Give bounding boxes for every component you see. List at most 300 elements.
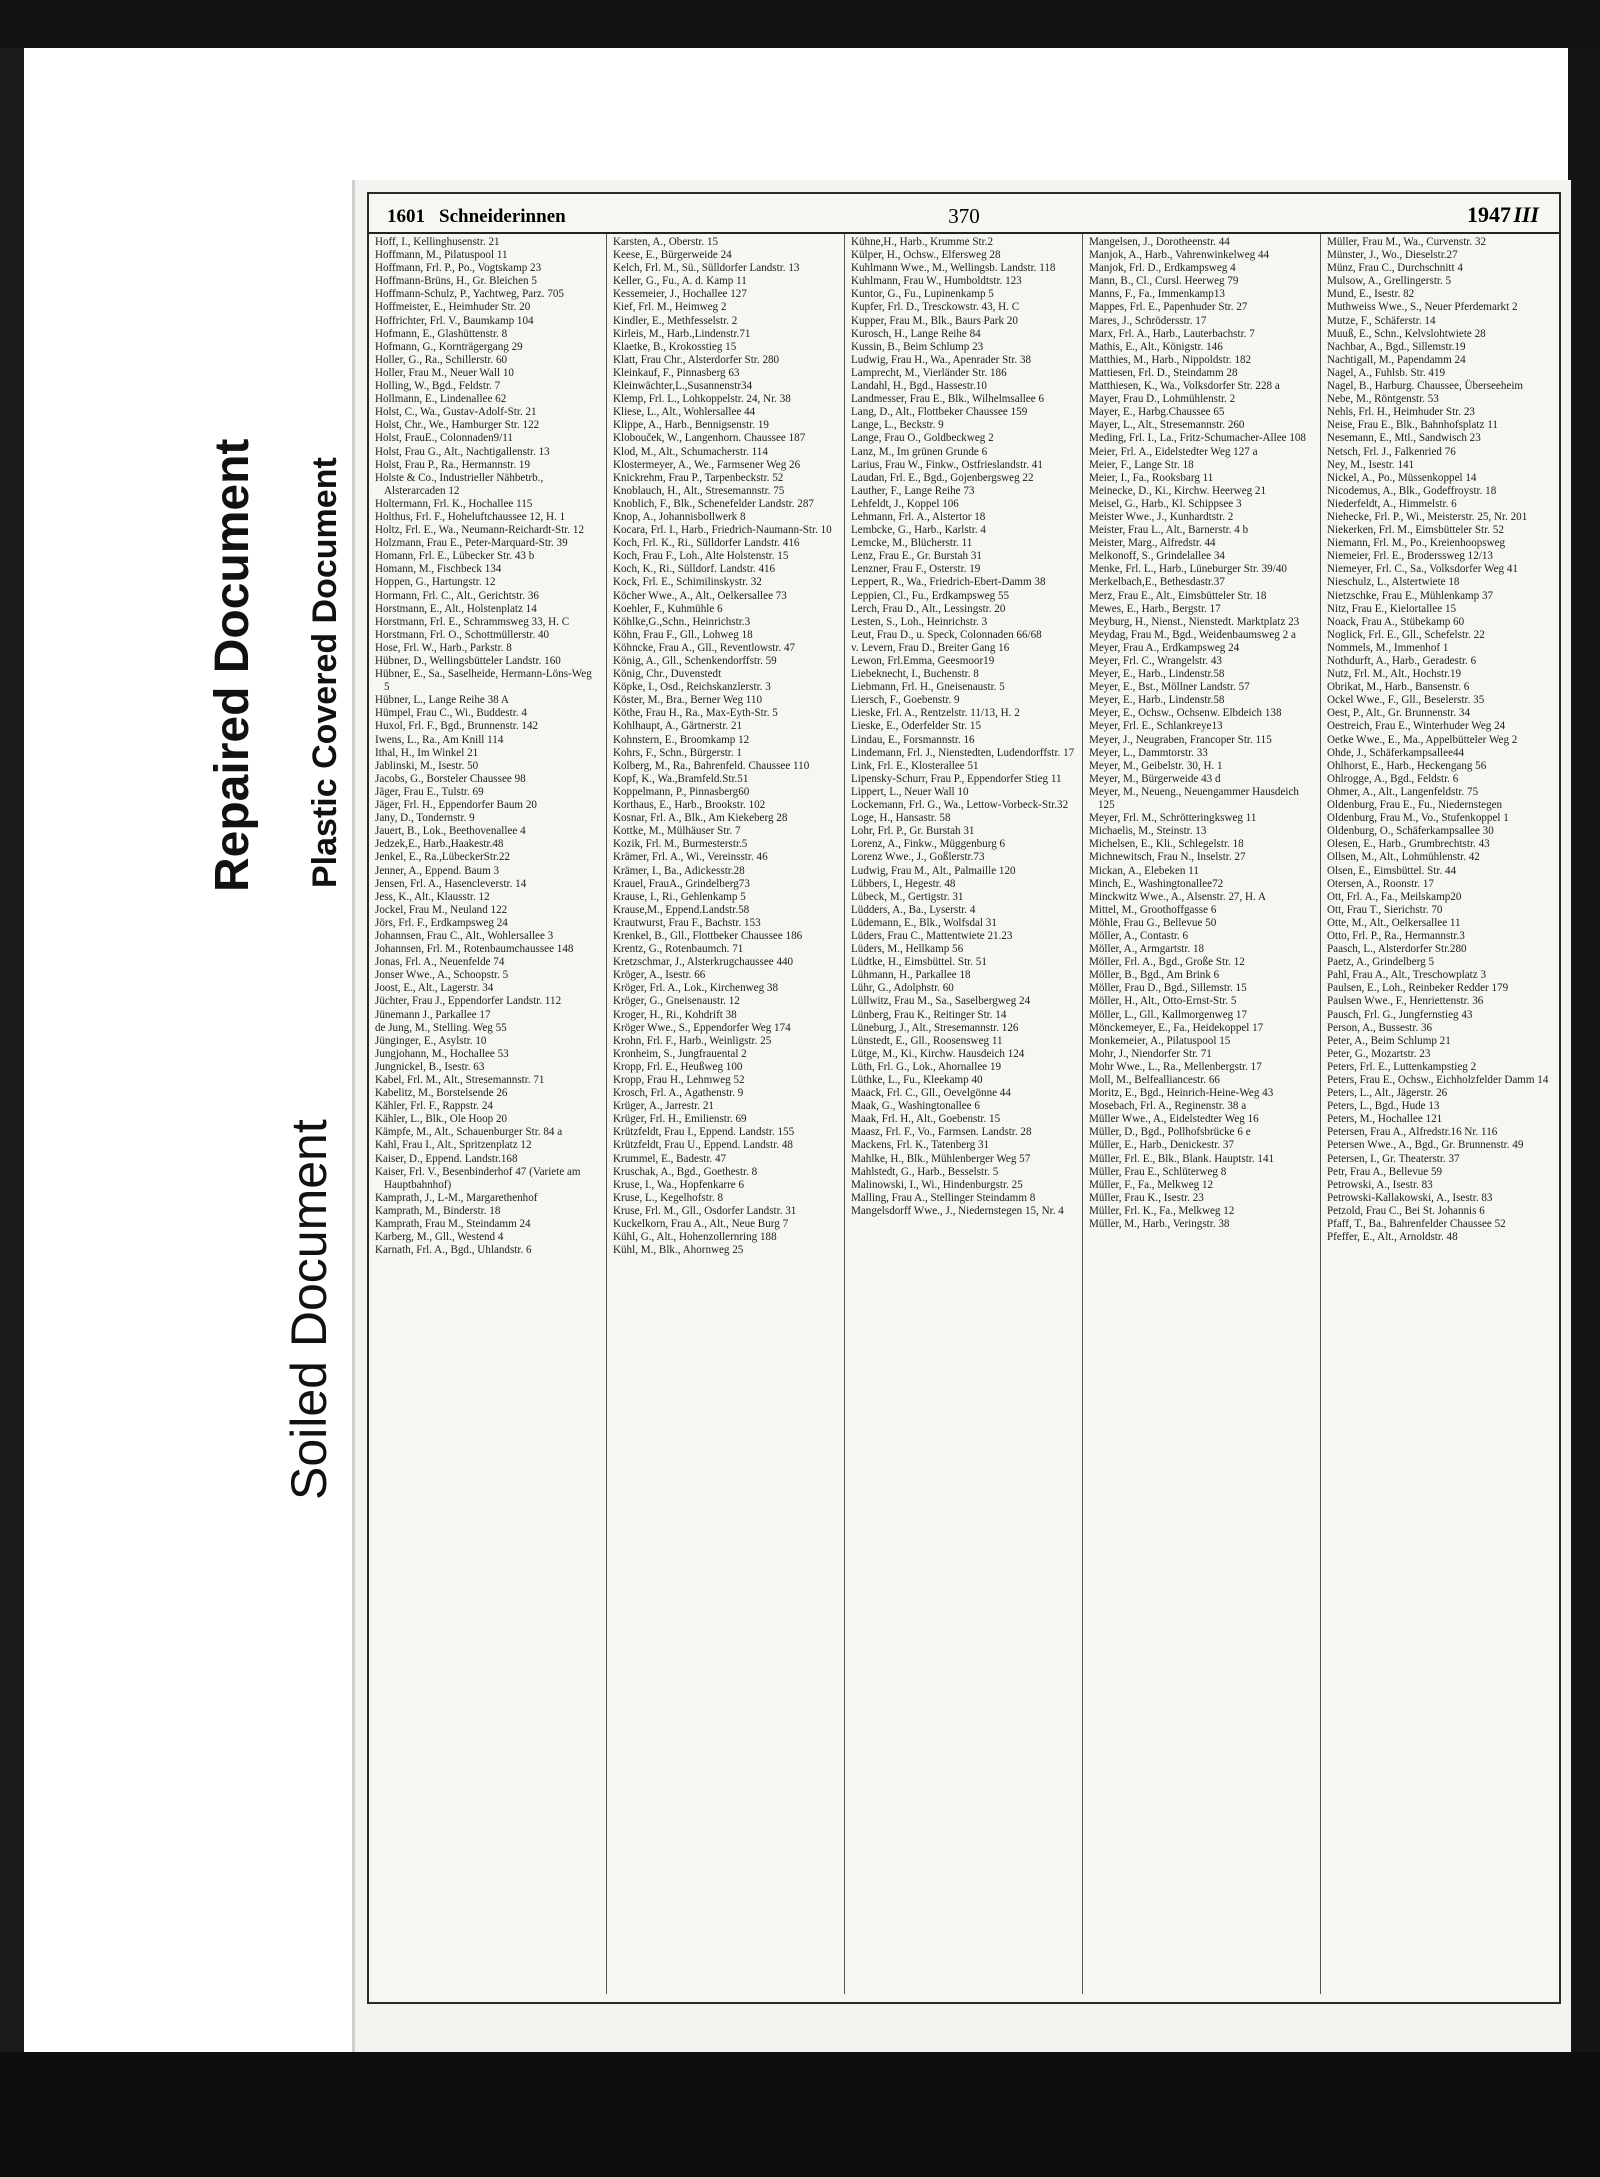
directory-page: [352, 180, 1571, 2052]
directory-columns: [369, 234, 1559, 1994]
directory-entry: Kessemeier, J., Hochallee 127: [613, 288, 747, 301]
directory-entry: Meyer, E., Bst., Möllner Landstr. 57: [1089, 681, 1250, 694]
directory-entry: Oetke Wwe., E., Ma., Appelbütteler Weg 2: [1327, 733, 1518, 746]
directory-column: [1321, 234, 1559, 1994]
directory-entry: Mulsow, A., Grellingerstr. 5: [1327, 275, 1452, 288]
directory-entry: Otte, M., Alt., Oelkersallee 11: [1327, 916, 1461, 929]
directory-entry: Mahlke, H., Blk., Mühlenberger Weg 57: [851, 1152, 1031, 1165]
directory-entry: Jünemann J., Parkallee 17: [375, 1008, 491, 1021]
directory-entry: Holzmann, Frau E., Peter-Marquard-Str. 39: [375, 537, 568, 550]
directory-entry: Holthus, Frl. F., Hoheluftchaussee 12, H. 1: [375, 510, 566, 523]
directory-entry: Kohrs, F., Schn., Bürgerstr. 1: [613, 746, 742, 759]
directory-entry: Kaiser, D., Eppend. Landstr.168: [375, 1152, 518, 1165]
directory-entry: Möller, A., Armgartstr. 18: [1089, 943, 1205, 956]
directory-entry: Holste & Co., Industrieller Nähbetrb., Alsterarcaden 12: [375, 471, 544, 497]
directory-entry: Olesen, E., Harb., Grumbrechtstr. 43: [1327, 838, 1490, 851]
directory-entry: Kief, Frl. M., Heimweg 2: [613, 301, 727, 314]
directory-entry: Lieske, E., Oderfelder Str. 15: [851, 720, 982, 733]
directory-entry: Meyer, E., Ochsw., Ochsenw. Elbdeich 138: [1089, 707, 1282, 720]
directory-entry: Mewes, E., Harb., Bergstr. 17: [1089, 602, 1221, 615]
directory-entry: Keller, G., Fu., A. d. Kamp 11: [613, 275, 747, 288]
directory-entry: Nachbar, A., Bgd., Sillemstr.19: [1327, 340, 1466, 353]
directory-entry: Horstmann, Frl. O., Schottmüllerstr. 40: [375, 628, 550, 641]
header-category-title: Schneiderinnen: [439, 206, 566, 227]
directory-entry: Lenzner, Frau F., Osterstr. 19: [851, 563, 981, 576]
directory-column: [1083, 234, 1321, 1994]
directory-entry: Kuhlmann, Frau W., Humboldtstr. 123: [851, 275, 1022, 288]
directory-entry: Knoblauch, H., Alt., Stresemannstr. 75: [613, 484, 785, 497]
directory-entry: Mosebach, Frl. A., Reginenstr. 38 a: [1089, 1100, 1247, 1113]
directory-entry: Müller, D., Bgd., Pollhofsbrücke 6 e: [1089, 1126, 1251, 1139]
directory-entry: Jensen, Frl. A., Hasencleverstr. 14: [375, 877, 527, 890]
directory-entry: Lühr, G., Adolphstr. 60: [851, 982, 954, 995]
directory-entry: Müller, Frl. E., Blk., Blank. Hauptstr. 141: [1089, 1152, 1275, 1165]
directory-entry: Oldenburg, O., Schäferkampsallee 30: [1327, 825, 1494, 838]
directory-entry: Holtermann, Frl. K., Hochallee 115: [375, 497, 533, 510]
directory-entry: Johannsen, Frl. M., Rotenbaumchaussee 148: [375, 943, 574, 956]
directory-entry: Horstmann, Frl. E., Schrammsweg 33, H. C: [375, 615, 570, 628]
directory-entry: Müller Wwe., A., Eidelstedter Weg 16: [1089, 1113, 1259, 1126]
directory-entry: Niederfeldt, A., Himmelstr. 6: [1327, 497, 1457, 510]
directory-entry: Homann, Frl. E., Lübecker Str. 43 b: [375, 550, 535, 563]
directory-entry: Köhlke,G.,Schn., Heinrichstr.3: [613, 615, 751, 628]
directory-entry: Kamprath, J., L-M., Margarethenhof: [375, 1191, 538, 1204]
directory-entry: Ockel Wwe., F., Gll., Beselerstr. 35: [1327, 694, 1485, 707]
directory-entry: Möller, Frau D., Bgd., Sillemstr. 15: [1089, 982, 1247, 995]
directory-entry: Lüders, M., Hellkamp 56: [851, 943, 964, 956]
directory-entry: Meding, Frl. I., La., Fritz-Schumacher-Allee 108: [1089, 432, 1306, 445]
directory-entry: Minckwitz Wwe., A., Alsenstr. 27, H. A: [1089, 890, 1266, 903]
directory-entry: Malinowski, I., Wi., Hindenburgstr. 25: [851, 1178, 1023, 1191]
directory-entry: Korthaus, E., Harb., Brookstr. 102: [613, 799, 766, 812]
directory-entry: Koehler, F., Kuhmühle 6: [613, 602, 723, 615]
directory-entry: Kröger Wwe., S., Eppendorfer Weg 174: [613, 1021, 791, 1034]
directory-entry: Mittel, M., Groothoffgasse 6: [1089, 903, 1217, 916]
directory-entry: Klaetke, B., Krokosstieg 15: [613, 340, 737, 353]
directory-entry: Hoppen, G., Hartungstr. 12: [375, 576, 496, 589]
directory-entry: Peters, L., Bgd., Hude 13: [1327, 1100, 1440, 1113]
directory-entry: Müller, E., Harb., Denickestr. 37: [1089, 1139, 1234, 1152]
directory-entry: Lauther, F., Lange Reihe 73: [851, 484, 975, 497]
directory-entry: Peters, L., Alt., Jägerstr. 26: [1327, 1087, 1448, 1100]
directory-entry: Hofmann, E., Glashüttenstr. 8: [375, 327, 508, 340]
directory-entry: Lüders, Frau C., Mattentwiete 21.23: [851, 929, 1013, 942]
directory-entry: Lembcke, G., Harb., Karlstr. 4: [851, 524, 986, 537]
directory-entry: Köster, M., Bra., Berner Weg 110: [613, 694, 763, 707]
directory-entry: Merkelbach,E., Bethesdastr.37: [1089, 576, 1225, 589]
directory-entry: Lüneburg, J., Alt., Stresemannstr. 126: [851, 1021, 1019, 1034]
directory-entry: Hofmann, G., Kornträgergang 29: [375, 340, 523, 353]
directory-entry: Möller, B., Bgd., Am Brink 6: [1089, 969, 1220, 982]
directory-entry: König, Chr., Duvenstedt: [613, 668, 722, 681]
directory-entry: Oldenburg, Frau E., Fu., Niedernstegen: [1327, 799, 1503, 812]
directory-entry: Nietzschke, Frau E., Mühlenkamp 37: [1327, 589, 1494, 602]
directory-entry: Kohnstern, E., Broomkamp 12: [613, 733, 750, 746]
directory-entry: Manjok, Frl. D., Erdkampsweg 4: [1089, 262, 1236, 275]
directory-entry: Lehmann, Frl. A., Alstertor 18: [851, 510, 986, 523]
directory-entry: Müller, Frl. K., Fa., Melkweg 12: [1089, 1204, 1235, 1217]
directory-entry: Ithal, H., Im Winkel 21: [375, 746, 479, 759]
directory-entry: Meyer, M., Neueng., Neuengammer Hausdeich 125: [1089, 785, 1299, 812]
directory-entry: Lüth, Frl. G., Lok., Ahornallee 19: [851, 1060, 1002, 1073]
header-category-number: 1601: [387, 206, 425, 227]
directory-entry: Lüdemann, E., Blk., Wolfsdal 31: [851, 916, 997, 929]
directory-entry: Ney, M., Isestr. 141: [1327, 458, 1415, 471]
directory-entry: Hübner, E., Sa., Saselheide, Hermann-Löns-Weg 5: [375, 668, 592, 694]
directory-entry: Meydag, Frau M., Bgd., Weidenbaumsweg 2 a: [1089, 628, 1296, 641]
directory-entry: Kindler, E., Methfesselstr. 2: [613, 314, 738, 327]
directory-entry: Ohde, J., Schäferkampsallee44: [1327, 746, 1465, 759]
directory-entry: Kosnar, Frl. A., Blk., Am Kiekeberg 28: [613, 812, 788, 825]
directory-entry: Nickel, A., Po., Müssenkoppel 14: [1327, 471, 1477, 484]
directory-entry: Hoffmann-Schulz, P., Yachtweg, Parz. 705: [375, 288, 564, 301]
directory-entry: Meyer, Frl. M., Schrötteringksweg 11: [1089, 812, 1257, 825]
directory-entry: Meyer, L., Dammtorstr. 33: [1089, 746, 1208, 759]
directory-entry: Jungnickel, B., Isestr. 63: [375, 1060, 485, 1073]
directory-entry: Huxol, Frl. F., Bgd., Brunnenstr. 142: [375, 720, 539, 733]
directory-entry: Müller, F., Fa., Melkweg 12: [1089, 1178, 1214, 1191]
directory-entry: Netsch, Frl. J., Falkenried 76: [1327, 445, 1456, 458]
directory-entry: Jany, D., Tondernstr. 9: [375, 812, 475, 825]
directory-entry: Klod, M., Alt., Schumacherstr. 114: [613, 445, 768, 458]
directory-entry: Lorenz, A., Finkw., Müggenburg 6: [851, 838, 1006, 851]
directory-entry: Pfeffer, E., Alt., Arnoldstr. 48: [1327, 1231, 1458, 1244]
directory-entry: Kozik, Frl. M., Burmesterstr.5: [613, 838, 748, 851]
directory-entry: Karberg, M., Gll., Westend 4: [375, 1231, 504, 1244]
directory-entry: Ludwig, Frau M., Alt., Palmaille 120: [851, 864, 1016, 877]
scanner-edge-top: [0, 0, 1600, 48]
directory-entry: Maack, Frl. C., Gll., Oevelgönne 44: [851, 1087, 1011, 1100]
directory-entry: Ott, Frau T., Sierichstr. 70: [1327, 903, 1443, 916]
directory-entry: Jablinski, M., Isestr. 50: [375, 759, 479, 772]
directory-entry: Kuckelkorn, Frau A., Alt., Neue Burg 7: [613, 1218, 789, 1231]
directory-column: [845, 234, 1083, 1994]
directory-entry: Matthies, M., Harb., Nippoldstr. 182: [1089, 353, 1252, 366]
directory-entry: Lanz, M., Im grünen Grunde 6: [851, 445, 988, 458]
directory-entry: Kopf, K., Wa.,Bramfeld.Str.51: [613, 772, 749, 785]
directory-entry: Meier, Frl. A., Eidelstedter Weg 127 a: [1089, 445, 1258, 458]
directory-entry: Lamprecht, M., Vierländer Str. 186: [851, 366, 1007, 379]
directory-entry: Koch, Frau F., Loh., Alte Holstenstr. 15: [613, 550, 789, 563]
directory-entry: Krützfeldt, Frau I., Eppend. Landstr. 155: [613, 1126, 795, 1139]
directory-entry: Nieschulz, L., Alstertwiete 18: [1327, 576, 1460, 589]
directory-entry: Kröger, Frl. A., Lok., Kirchenweg 38: [613, 982, 779, 995]
directory-entry: Hoff, I., Kellinghusenstr. 21: [375, 236, 500, 248]
directory-entry: Kruse, I., Wa., Hopfenkarre 6: [613, 1178, 745, 1191]
directory-entry: Kähler, Frl. F., Rappstr. 24: [375, 1100, 493, 1113]
directory-entry: Köhncke, Frau A., Gll., Reventlowstr. 47: [613, 641, 796, 654]
directory-entry: Holst, Chr., We., Hamburger Str. 122: [375, 419, 540, 432]
directory-entry: Nothdurft, A., Harb., Geradestr. 6: [1327, 655, 1477, 667]
directory-entry: Krautwurst, Frau F., Bachstr. 153: [613, 916, 761, 929]
directory-entry: Minch, E., Washingtonallee72: [1089, 877, 1224, 890]
directory-entry: Knickrehm, Frau P., Tarpenbeckstr. 52: [613, 471, 784, 484]
directory-entry: Ohlrogge, A., Bgd., Feldstr. 6: [1327, 772, 1459, 785]
directory-entry: Oldenburg, Frau M., Vo., Stufenkoppel 1: [1327, 812, 1509, 825]
directory-entry: Kock, Frl. E., Schimilinskystr. 32: [613, 576, 762, 589]
directory-entry: Niekerken, Frl. M., Eimsbütteler Str. 52: [1327, 524, 1504, 537]
directory-entry: Petersen Wwe., A., Bgd., Gr. Brunnenstr. 49: [1327, 1139, 1524, 1152]
directory-entry: Meyer, E., Harb., Lindenstr.58: [1089, 694, 1225, 707]
directory-entry: Nagel, A., Fuhlsb. Str. 419: [1327, 366, 1446, 379]
directory-entry: Petr, Frau A., Bellevue 59: [1327, 1165, 1443, 1178]
directory-entry: Lüdtke, H., Eimsbüttel. Str. 51: [851, 956, 987, 969]
directory-entry: Müller, M., Harb., Veringstr. 38: [1089, 1218, 1230, 1231]
directory-entry: Holler, Frau M., Neuer Wall 10: [375, 366, 514, 379]
directory-entry: Jenner, A., Eppend. Baum 3: [375, 864, 500, 877]
header-volume: III: [1513, 202, 1539, 227]
directory-entry: Mathis, E., Alt., Königstr. 146: [1089, 340, 1223, 353]
directory-entry: Menke, Frl. L., Harb., Lüneburger Str. 39/40: [1089, 563, 1287, 576]
directory-entry: Holst, Frau G., Alt., Nachtigallenstr. 13: [375, 445, 550, 458]
directory-entry: Lühmann, H., Parkallee 18: [851, 969, 971, 982]
directory-entry: Paulsen Wwe., F., Henriettenstr. 36: [1327, 995, 1484, 1008]
directory-entry: Münz, Frau C., Durchschnitt 4: [1327, 262, 1463, 275]
directory-entry: Leppert, R., Wa., Friedrich-Ebert-Damm 38: [851, 576, 1046, 589]
directory-entry: Olsen, E., Eimsbüttel. Str. 44: [1327, 864, 1457, 877]
directory-entry: Koppelmann, P., Pinnasberg60: [613, 785, 750, 798]
directory-entry: Meyer, J., Neugraben, Francoper Str. 115: [1089, 733, 1272, 746]
directory-entry: Ludwig, Frau H., Wa., Apenrader Str. 38: [851, 353, 1032, 366]
directory-entry: Pahl, Frau A., Alt., Treschowplatz 3: [1327, 969, 1487, 982]
directory-entry: Mattiesen, Frl. D., Steindamm 28: [1089, 366, 1238, 379]
directory-entry: Lübbers, I., Hegestr. 48: [851, 877, 956, 890]
directory-entry: Möller, L., Gll., Kallmorgenweg 17: [1089, 1008, 1248, 1021]
directory-entry: Kröger, A., Isestr. 66: [613, 969, 706, 982]
directory-entry: Meier, I., Fa., Rooksbarg 11: [1089, 471, 1214, 484]
directory-entry: Neise, Frau E., Blk., Bahnhofsplatz 11: [1327, 419, 1498, 432]
directory-entry: Kliese, L., Alt., Wohlersallee 44: [613, 406, 756, 419]
directory-entry: Leppien, Cl., Fu., Erdkampsweg 55: [851, 589, 1010, 602]
directory-entry: Malling, Frau A., Stellinger Steindamm 8: [851, 1191, 1036, 1204]
directory-entry: Iwens, L., Ra., Am Knill 114: [375, 733, 504, 746]
directory-entry: Lewon, Frl.Emma, Geesmoor19: [851, 655, 995, 667]
directory-entry: Hollmann, E., Lindenallee 62: [375, 393, 507, 406]
directory-entry: Hoffmann, M., Pilatuspool 11: [375, 249, 508, 262]
directory-entry: Kahl, Frau I., Alt., Spritzenplatz 12: [375, 1139, 532, 1152]
plastic-covered-stamp: Plastic Covered Document: [306, 457, 344, 888]
directory-entry: Petrowski, A., Isestr. 83: [1327, 1178, 1433, 1191]
directory-entry: Nachtigall, M., Papendamm 24: [1327, 353, 1466, 366]
directory-entry: Kropp, Frau H., Lehmweg 52: [613, 1074, 745, 1086]
directory-entry: Niemeyer, Frl. C., Sa., Volksdorfer Weg 41: [1327, 563, 1518, 576]
directory-entry: Müller, Frau K., Isestr. 23: [1089, 1191, 1204, 1204]
directory-entry: Pausch, Frl. G., Jungfernstieg 43: [1327, 1008, 1473, 1021]
directory-entry: Kronheim, S., Jungfrauental 2: [613, 1047, 747, 1060]
scanner-edge-bottom: [0, 2052, 1600, 2177]
directory-entry: Lieske, Frl. A., Rentzelstr. 11/13, H. 2: [851, 707, 1020, 720]
directory-entry: Ollsen, M., Alt., Lohmühlenstr. 42: [1327, 851, 1480, 864]
directory-entry: Kuhlmann Wwe., M., Wellingsb. Landstr. 118: [851, 262, 1056, 275]
directory-entry: Noack, Frau A., Stübekamp 60: [1327, 615, 1465, 628]
directory-entry: Mohr, J., Niendorfer Str. 71: [1089, 1047, 1212, 1060]
directory-entry: Lünstedt, E., Gll., Roosensweg 11: [851, 1034, 1003, 1047]
directory-entry: Karnath, Frl. A., Bgd., Uhlandstr. 6: [375, 1244, 532, 1257]
directory-entry: Peters, Frau E., Ochsw., Eichholzfelder Damm 14: [1327, 1074, 1549, 1086]
directory-entry: Jockel, Frau M., Neuland 122: [375, 903, 508, 916]
directory-entry: Kaiser, Frl. V., Besenbinderhof 47 (Variete am Hauptbahnhof): [375, 1165, 581, 1191]
directory-entry: Loge, H., Hansastr. 58: [851, 812, 951, 825]
directory-entry: de Jung, M., Stelling. Weg 55: [375, 1021, 507, 1034]
directory-entry: Meyer, Frl. E., Schlankreye13: [1089, 720, 1223, 733]
directory-entry: Kohlhaupt, A., Gärtnerstr. 21: [613, 720, 743, 733]
directory-entry: Kropp, Frl. E., Heußweg 100: [613, 1060, 743, 1073]
directory-entry: Lünberg, Frau K., Reitinger Str. 14: [851, 1008, 1007, 1021]
directory-entry: Muuß, E., Schn., Kelvslohtwiete 28: [1327, 327, 1486, 340]
directory-entry: Kirleis, M., Harb.,Lindenstr.71: [613, 327, 751, 340]
directory-entry: Krentz, G., Rotenbaumch. 71: [613, 943, 744, 956]
directory-entry: Oestreich, Frau E., Winterhuder Weg 24: [1327, 720, 1506, 733]
directory-entry: Kussin, B., Beim Schlump 23: [851, 340, 984, 353]
directory-entry: v. Levern, Frau D., Breiter Gang 16: [851, 641, 1010, 654]
directory-entry: Mangelsen, J., Dorotheenstr. 44: [1089, 236, 1230, 248]
directory-entry: Maasz, Frl. F., Vo., Farmsen. Landstr. 28: [851, 1126, 1032, 1139]
directory-entry: Jacobs, G., Borsteler Chaussee 98: [375, 772, 526, 785]
directory-entry: Petrowski-Kallakowski, A., Isestr. 83: [1327, 1191, 1493, 1204]
directory-entry: Holst, FrauE., Colonnaden9/11: [375, 432, 513, 445]
directory-entry: Jonser Wwe., A., Schoopstr. 5: [375, 969, 509, 982]
directory-entry: Möhle, Frau G., Bellevue 50: [1089, 916, 1217, 929]
directory-entry: Meyburg, H., Nienst., Nienstedt. Marktplatz 23: [1089, 615, 1300, 628]
directory-entry: Moll, M., Belfealliancestr. 66: [1089, 1074, 1220, 1086]
directory-entry: Nehls, Frl. H., Heimhuder Str. 23: [1327, 406, 1475, 419]
directory-entry: Jonas, Frl. A., Neuenfelde 74: [375, 956, 505, 969]
directory-entry: Möller, Frl. A., Bgd., Große Str. 12: [1089, 956, 1245, 969]
directory-entry: Meier, F., Lange Str. 18: [1089, 458, 1194, 471]
directory-entry: Homann, M., Fischbeck 134: [375, 563, 502, 576]
directory-entry: Peters, Frl. E., Luttenkampstieg 2: [1327, 1060, 1477, 1073]
directory-entry: Hoffmann-Brüns, H., Gr. Bleichen 5: [375, 275, 537, 288]
directory-entry: Peter, A., Beim Schlump 21: [1327, 1034, 1451, 1047]
directory-entry: Lange, Frau O., Goldbeckweg 2: [851, 432, 994, 445]
directory-entry: Münster, J., Wo., Dieselstr.27: [1327, 249, 1458, 262]
directory-entry: Maak, Frl. H., Alt., Goebenstr. 15: [851, 1113, 1001, 1126]
directory-entry: Joost, E., Alt., Lagerstr. 34: [375, 982, 494, 995]
directory-entry: Matthiesen, K., Wa., Volksdorfer Str. 228 a: [1089, 380, 1280, 393]
directory-entry: Krause,M., Eppend.Landstr.58: [613, 903, 750, 916]
directory-entry: Lindau, E., Forsmannstr. 16: [851, 733, 975, 746]
directory-entry: Krämer, Frl. A., Wi., Vereinsstr. 46: [613, 851, 768, 864]
directory-entry: Laudan, Frl. E., Bgd., Gojenbergsweg 22: [851, 471, 1034, 484]
directory-entry: Kabel, Frl. M., Alt., Stresemannstr. 71: [375, 1074, 545, 1086]
directory-entry: Lübeck, M., Gertigstr. 31: [851, 890, 964, 903]
directory-entry: Meyer, Frl. C., Wrangelstr. 43: [1089, 655, 1222, 667]
directory-entry: Klobouček, W., Langenhorn. Chaussee 187: [613, 432, 806, 445]
directory-entry: Meyer, Frau A., Erdkampsweg 24: [1089, 641, 1240, 654]
directory-entry: Mickan, A., Elebeken 11: [1089, 864, 1199, 877]
page-header: [369, 194, 1559, 234]
directory-entry: Lockemann, Frl. G., Wa., Lettow-Vorbeck-Str.32: [851, 799, 1069, 812]
directory-entry: Köthe, Frau H., Ra., Max-Eyth-Str. 5: [613, 707, 778, 720]
directory-entry: Paasch, L., Alsterdorfer Str.280: [1327, 943, 1467, 956]
directory-column: [607, 234, 845, 1994]
directory-entry: Paulsen, E., Loh., Reinbeker Redder 179: [1327, 982, 1509, 995]
directory-entry: Kamprath, Frau M., Steindamm 24: [375, 1218, 531, 1231]
soiled-document-stamp: Soiled Document: [281, 1119, 337, 1500]
directory-entry: Köcher Wwe., A., Alt., Oelkersallee 73: [613, 589, 787, 602]
directory-entry: Meyer, E., Harb., Lindenstr.58: [1089, 668, 1225, 681]
directory-entry: Lorenz Wwe., J., Goßlerstr.73: [851, 851, 985, 864]
directory-entry: Klippe, A., Harb., Bennigsenstr. 19: [613, 419, 769, 432]
directory-entry: Lüdders, A., Ba., Lyserstr. 4: [851, 903, 976, 916]
directory-entry: Noglick, Frl. E., Gll., Schefelstr. 22: [1327, 628, 1485, 641]
directory-entry: Köhn, Frau F., Gll., Lohweg 18: [613, 628, 753, 641]
directory-entry: Keese, E., Bürgerweide 24: [613, 249, 732, 262]
directory-entry: Lenz, Frau E., Gr. Burstah 31: [851, 550, 982, 563]
directory-entry: Kupfer, Frl. D., Tresckowstr. 43, H. C: [851, 301, 1020, 314]
directory-entry: Kocara, Frl. I., Harb., Friedrich-Naumann-Str. 10: [613, 524, 832, 537]
directory-entry: Krenkel, B., Gll., Flottbeker Chaussee 186: [613, 929, 803, 942]
directory-entry: Mutze, F., Schäferstr. 14: [1327, 314, 1436, 327]
directory-entry: Michelsen, E., Kli., Schlegelstr. 18: [1089, 838, 1244, 851]
directory-entry: Obrikat, M., Harb., Bansenstr. 6: [1327, 681, 1470, 694]
directory-column: [369, 234, 607, 1994]
directory-entry: Person, A., Bussestr. 36: [1327, 1021, 1433, 1034]
directory-entry: Müller, Frau E., Schlüterweg 8: [1089, 1165, 1227, 1178]
directory-entry: Kamprath, M., Binderstr. 18: [375, 1204, 501, 1217]
directory-entry: Petersen, I., Gr. Theaterstr. 37: [1327, 1152, 1460, 1165]
directory-entry: Meinecke, D., Ki., Kirchw. Heerweg 21: [1089, 484, 1267, 497]
page-number: 370: [948, 204, 980, 228]
directory-entry: Lütge, M., Ki., Kirchw. Hausdeich 124: [851, 1047, 1025, 1060]
directory-entry: Manns, F., Fa., Immenkamp13: [1089, 288, 1225, 301]
directory-entry: Kröger, G., Gneisenaustr. 12: [613, 995, 740, 1008]
directory-entry: Krützfeldt, Frau U., Eppend. Landstr. 48: [613, 1139, 793, 1152]
directory-entry: Hübner, D., Wellingsbütteler Landstr. 160: [375, 655, 561, 667]
directory-entry: Hormann, Frl. C., Alt., Gerichtstr. 36: [375, 589, 539, 602]
directory-entry: Otto, Frl. P., Ra., Hermannstr.3: [1327, 929, 1465, 942]
directory-entry: Nicodemus, A., Blk., Godeffroystr. 18: [1327, 484, 1497, 497]
directory-entry: Lindemann, Frl. J., Nienstedten, Ludendorffstr. 17: [851, 746, 1075, 759]
directory-entry: Pfaff, T., Ba., Bahrenfelder Chaussee 52: [1327, 1218, 1506, 1231]
directory-entry: Niemann, Frl. M., Po., Kreienhoopsweg: [1327, 537, 1506, 550]
directory-entry: Mackens, Frl. K., Tatenberg 31: [851, 1139, 990, 1152]
directory-entry: Lüllwitz, Frau M., Sa., Saselbergweg 24: [851, 995, 1031, 1008]
directory-entry: Krause, I., Ri., Gehlenkamp 5: [613, 890, 746, 903]
directory-entry: Jünginger, E., Asylstr. 10: [375, 1034, 487, 1047]
directory-entry: Meister Wwe., J., Kunhardtstr. 2: [1089, 510, 1234, 523]
directory-entry: Landmesser, Frau E., Blk., Wilhelmsallee 6: [851, 393, 1045, 406]
directory-entry: Lemcke, M., Blücherstr. 11: [851, 537, 973, 550]
directory-entry: Meyer, M., Bürgerweide 43 d: [1089, 772, 1221, 785]
directory-entry: Kruse, Frl. M., Gll., Osdorfer Landstr. 31: [613, 1204, 797, 1217]
directory-entry: Krauel, FrauA., Grindelberg73: [613, 877, 750, 890]
directory-entry: Külper, H., Ochsw., Elfersweg 28: [851, 249, 1001, 262]
directory-entry: Müller, Frau M., Wa., Curvenstr. 32: [1327, 236, 1486, 248]
directory-entry: Michnewitsch, Frau N., Inselstr. 27: [1089, 851, 1246, 864]
directory-entry: Kruse, L., Kegelhofstr. 8: [613, 1191, 723, 1204]
directory-entry: Nutz, Frl. M., Alt., Hochstr.19: [1327, 668, 1462, 681]
directory-entry: Krohn, Frl. F., Harb., Weinligstr. 25: [613, 1034, 772, 1047]
directory-entry: Horstmann, E., Alt., Holstenplatz 14: [375, 602, 537, 615]
directory-entry: Nebe, M., Röntgenstr. 53: [1327, 393, 1439, 406]
directory-entry: Jüchter, Frau J., Eppendorfer Landstr. 112: [375, 995, 562, 1008]
directory-entry: Nagel, B., Harburg. Chaussee, Überseeheim: [1327, 380, 1524, 393]
directory-entry: Jörs, Frl. F., Erdkampsweg 24: [375, 916, 508, 929]
directory-entry: Niehecke, Frl. P., Wi., Meisterstr. 25, Nr. 201: [1327, 510, 1528, 523]
directory-entry: Koch, Frl. K., Ri., Sülldorfer Landstr. 416: [613, 537, 800, 550]
directory-entry: Liebmann, Frl. H., Gneisenaustr. 5: [851, 681, 1005, 694]
directory-entry: Möller, A., Contastr. 6: [1089, 929, 1189, 942]
directory-entry: Jess, K., Alt., Klausstr. 12: [375, 890, 490, 903]
directory-entry: Hoffmann, Frl. P., Po., Vogtskamp 23: [375, 262, 542, 275]
directory-entry: Meister, Marg., Alfredstr. 44: [1089, 537, 1216, 550]
scanner-edge-right: [1568, 48, 1600, 2052]
directory-entry: Lüthke, L., Fu., Kleekamp 40: [851, 1074, 983, 1086]
directory-entry: Leut, Frau D., u. Speck, Colonnaden 66/68: [851, 628, 1042, 641]
directory-entry: Krummel, E., Badestr. 47: [613, 1152, 727, 1165]
directory-entry: Köpke, I., Osd., Reichskanzlerstr. 3: [613, 681, 771, 694]
